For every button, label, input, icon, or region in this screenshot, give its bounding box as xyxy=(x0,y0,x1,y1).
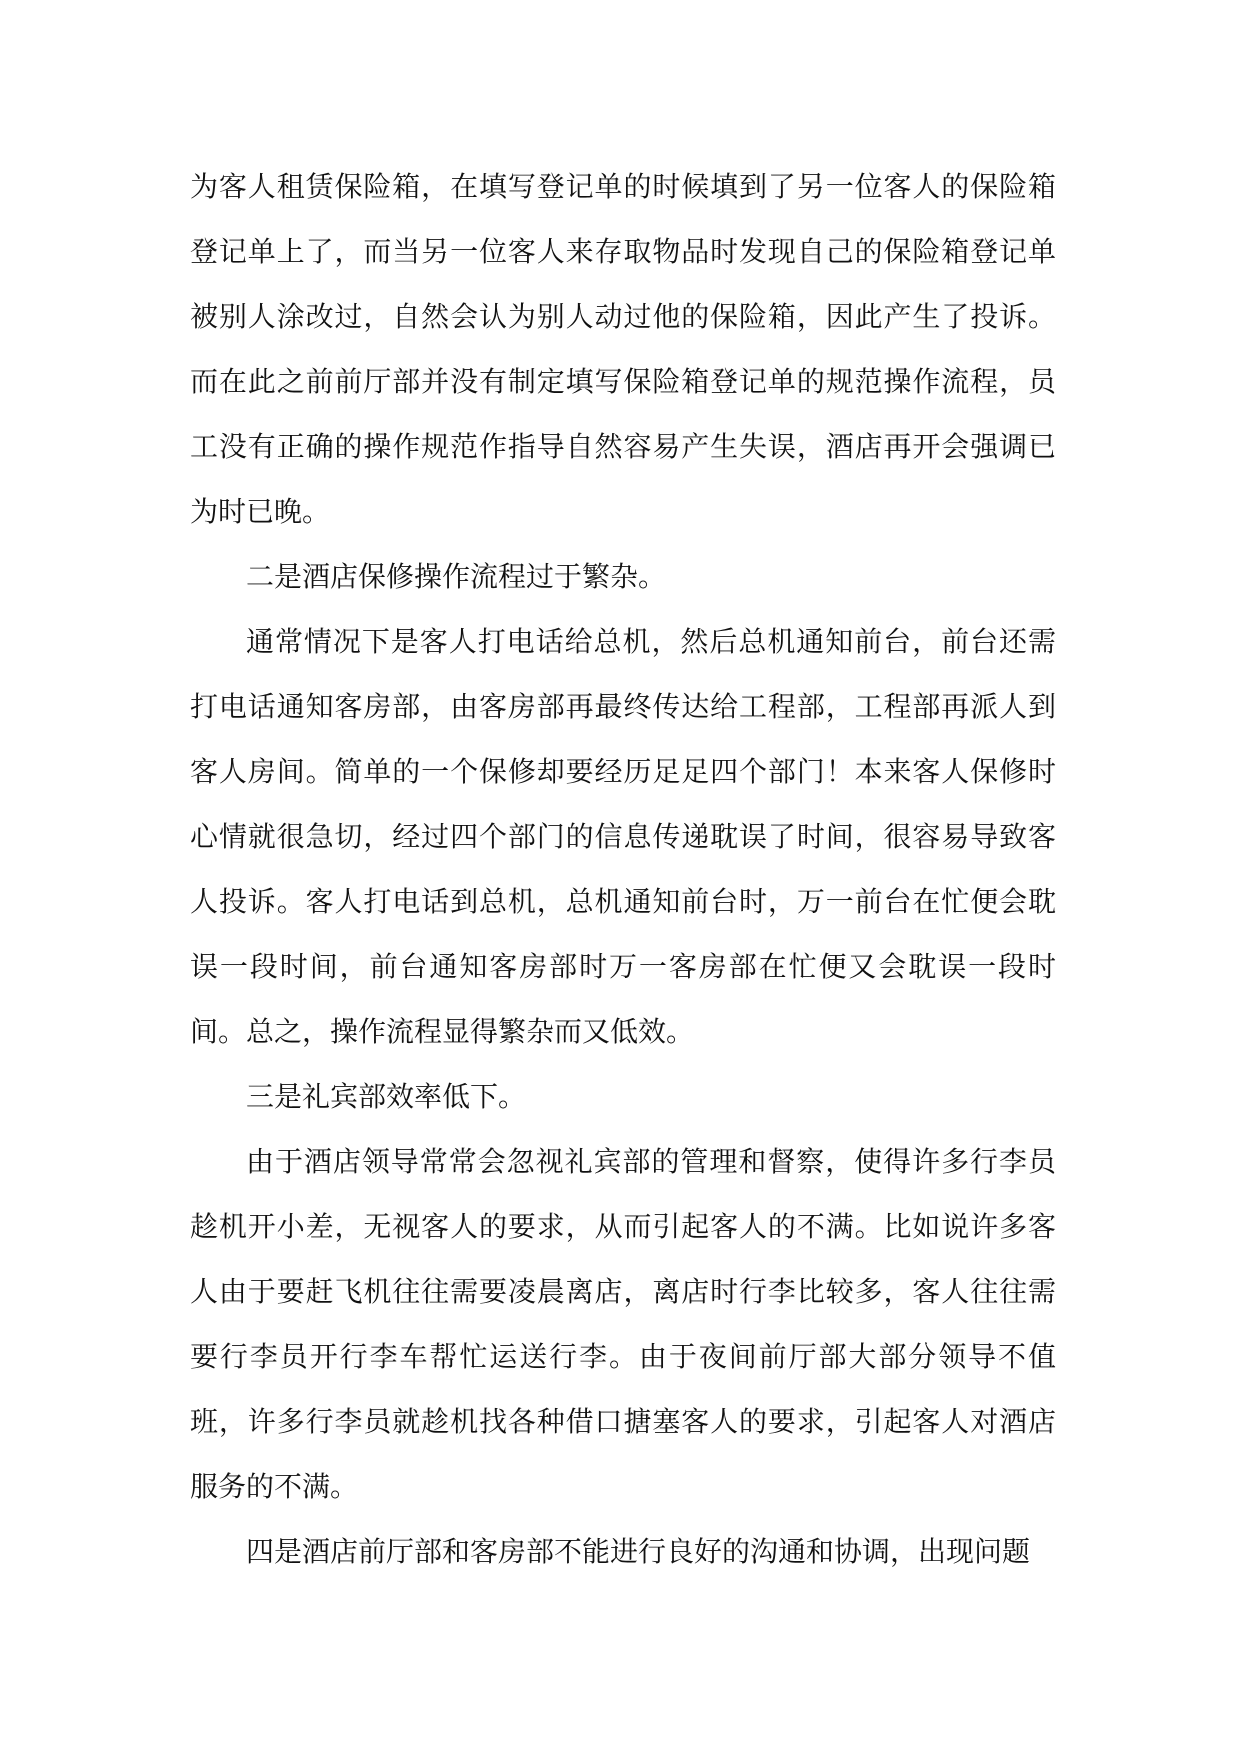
paragraph-concierge: 由于酒店领导常常会忽视礼宾部的管理和督察，使得许多行李员趁机开小差，无视客人的要求，从而引起客人的不满。比如说许多客人由于要赶飞机往往需要凌晨离店，离店时行李比较多，客人往往需要行李员开行李车帮忙运送行李。由于夜间前厅部大部分领导不值班，许多行李员就趁机找各种借口搪塞客人的要求，引起客人对酒店服务的不满。 xyxy=(190,1145,1056,1503)
section-heading-four: 四是酒店前厅部和客房部不能进行良好的沟通和协调，出现问题 xyxy=(246,1535,1031,1568)
paragraph-repair-process: 通常情况下是客人打电话给总机，然后总机通知前台，前台还需打电话通知客房部，由客房部再最终传达给工程部，工程部再派人到客人房间。简单的一个保修却要经历足足四个部门！本来客人保修时心情就很急切，经过四个部门的信息传递耽误了时间，很容易导致客人投诉。客人打电话到总机，总机通知前台时，万一前台在忙便会耽误一段时间，前台通知客房部时万一客房部在忙便又会耽误一段时间。总之，操作流程显得繁杂而又低效。 xyxy=(190,625,1056,1048)
section-heading-two: 二是酒店保修操作流程过于繁杂。 xyxy=(246,560,667,593)
paragraph-continuation: 为客人租赁保险箱，在填写登记单的时候填到了另一位客人的保险箱登记单上了，而当另一位客人来存取物品时发现自己的保险箱登记单被别人涂改过，自然会认为别人动过他的保险箱，因此产生了投诉。而在此之前前厅部并没有制定填写保险箱登记单的规范操作流程，员工没有正确的操作规范作指导自然容易产生失误，酒店再开会强调已为时已晚。 xyxy=(190,170,1056,528)
body-text xyxy=(190,154,1056,1584)
section-heading-three: 三是礼宾部效率低下。 xyxy=(246,1080,527,1113)
